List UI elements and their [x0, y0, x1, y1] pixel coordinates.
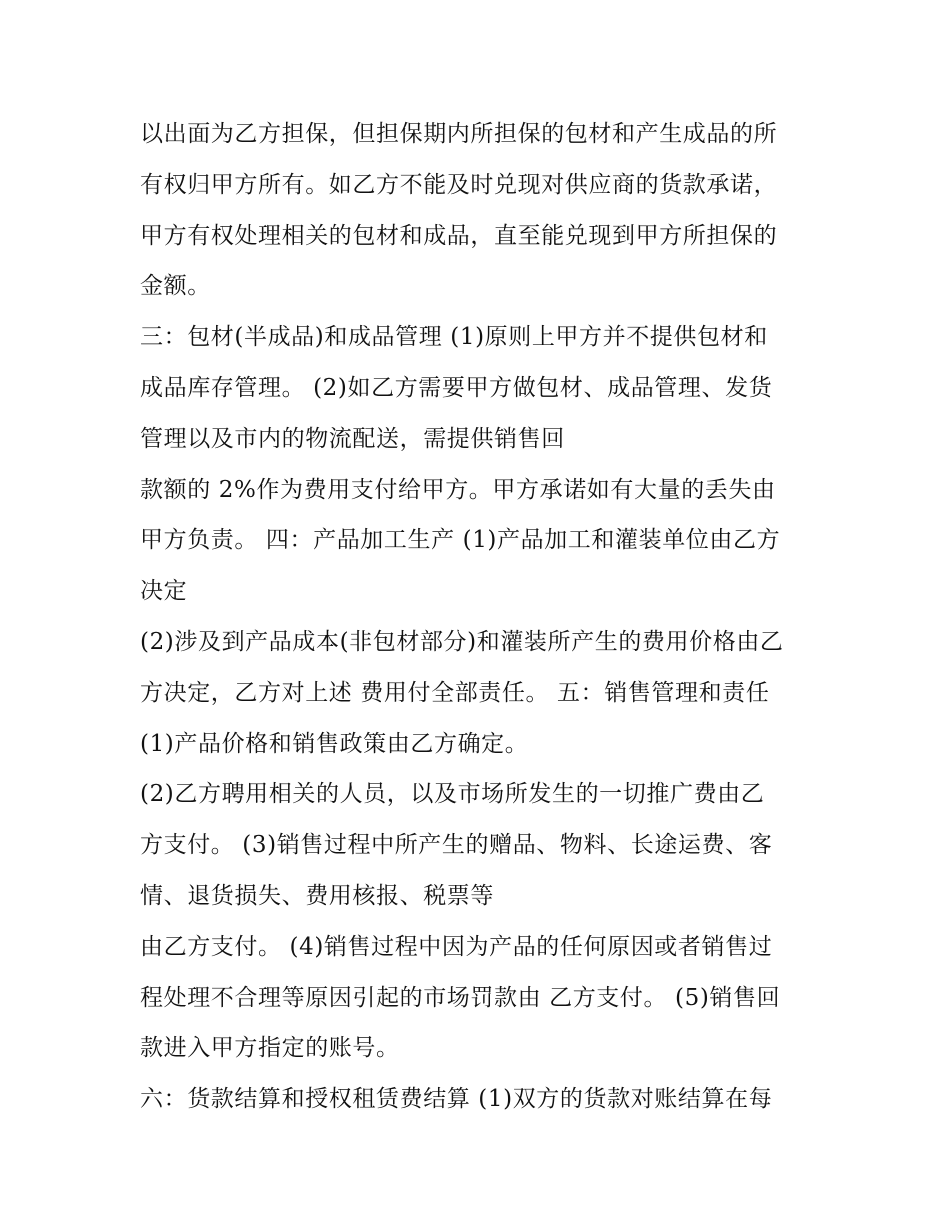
text-line: 决定 [140, 578, 188, 605]
document-body [140, 109, 830, 1125]
text-line: 甲方负责。 四：产品加工生产 (1)产品加工和灌装单位由乙方 [140, 527, 781, 554]
text-line: 款进入甲方指定的账号。 [140, 1035, 400, 1062]
text-line: 程处理不合理等原因引起的市场罚款由 乙方支付。 (5)销售回 [140, 984, 781, 1011]
text-line: 金额。 [140, 273, 211, 300]
text-line: (2)涉及到产品成本(非包材部分)和灌装所产生的费用价格由乙 [140, 628, 784, 655]
text-line: 情、退货损失、费用核报、税票等 [140, 882, 494, 909]
text-line: 方决定，乙方对上述 费用付全部责任。 五：销售管理和责任 [140, 679, 770, 706]
text-line: 以出面为乙方担保，但担保期内所担保的包材和产生成品的所 [140, 121, 778, 147]
text-line: 成品库存管理。 (2)如乙方需要甲方做包材、成品管理、发货 [140, 374, 773, 401]
text-line: 甲方有权处理相关的包材和成品，直至能兑现到甲方所担保的 [140, 222, 778, 249]
section-heading-line: 三：包材(半成品)和成品管理 (1)原则上甲方并不提供包材和 [140, 324, 768, 351]
text-line: 方支付。 (3)销售过程中所产生的赠品、物料、长途运费、客 [140, 832, 773, 859]
text-line: 由乙方支付。 (4)销售过程中因为产品的任何原因或者销售过 [140, 933, 773, 960]
text-line: (2)乙方聘用相关的人员，以及市场所发生的一切推广费由乙 [140, 781, 765, 808]
text-line: 管理以及市内的物流配送，需提供销售回 [140, 425, 565, 452]
text-line: (1)产品价格和销售政策由乙方确定。 [140, 730, 529, 757]
text-line: 有权归甲方所有。如乙方不能及时兑现对供应商的货款承诺， [140, 171, 778, 198]
text-line: 款额的 2%作为费用支付给甲方。甲方承诺如有大量的丢失由 [140, 476, 776, 503]
section-heading-line: 六：货款结算和授权租赁费结算 (1)双方的货款对账结算在每 [140, 1086, 773, 1113]
